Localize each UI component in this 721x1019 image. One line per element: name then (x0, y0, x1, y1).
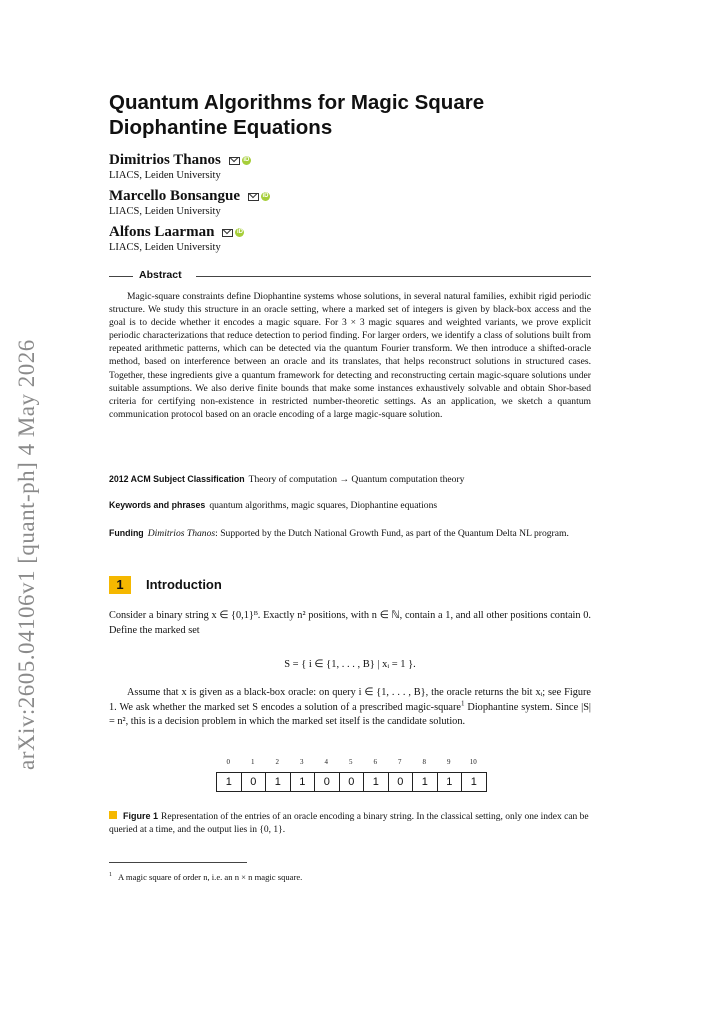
footnote-text: A magic square of order n, i.e. an n × n magic square. (118, 872, 303, 882)
index-label: 5 (349, 758, 353, 766)
author-name: Alfons Laarman (109, 224, 215, 240)
funding (109, 527, 591, 540)
index-label: 4 (324, 758, 328, 766)
caption-label: Figure 1 (123, 811, 159, 821)
index-label: 1 (251, 758, 255, 766)
bit-cell: 1 (437, 772, 463, 792)
keywords (109, 499, 591, 512)
divider (196, 276, 591, 277)
bit-cell: 1 (216, 772, 242, 792)
acm-label: 2012 ACM Subject Classification (109, 474, 245, 484)
index-label: 9 (447, 758, 451, 766)
author-name: Marcello Bonsangue (109, 188, 240, 204)
keywords-text: quantum algorithms, magic squares, Diophantine equations (209, 500, 438, 511)
index-label: 2 (275, 758, 279, 766)
footnote-divider (109, 862, 247, 863)
keywords-label: Keywords and phrases (109, 500, 206, 510)
orcid-icon[interactable]: iD (243, 157, 250, 164)
divider (109, 276, 133, 277)
figure-caption (109, 810, 591, 837)
paper-title: Quantum Algorithms for Magic Square Diophantine Equations (109, 91, 485, 139)
acm-text: Theory of computation → Quantum computation theory (248, 474, 465, 485)
index-label: 0 (226, 758, 230, 766)
bit-cell: 0 (314, 772, 340, 792)
bit-cell: 1 (290, 772, 316, 792)
mail-icon[interactable] (229, 157, 240, 165)
mail-icon[interactable] (222, 229, 233, 237)
mail-icon[interactable] (248, 193, 259, 201)
author-block-3 (109, 223, 244, 253)
intro-paragraph-1: Consider a binary string x ∈ {0,1}ᴮ. Exactly n² positions, with n ∈ ℕ, contain a 1, and all other positions contain 0. Define the marked set (109, 610, 591, 636)
funding-text: : Supported by the Dutch National Growth Fund, as part of the Quantum Delta NL program. (215, 528, 569, 539)
abstract-text: Magic-square constraints define Diophantine systems whose solutions, in several natural families, exhibit rigid periodic structure. We study this structure in an oracle setting, where a marked set of integers is given by black-box access and the goal is to decide whether it encodes a magic square. For 3 × 3 magic squares and weighted variants, we prove explicit periodic characterizations that reduce detection to period finding. For larger orders, we identify a class of solutions built from repeated arithmetic patterns, which can be detected via the quantum Fourier transform. We then introduce a shifted-oracle method, based on interference between an oracle and its translates, that helps reconstruct solutions in structured cases. Together, these ingredients give a quantum framework for detecting and reconstructing certain magic-square solutions under suitable assumptions. We also derive finite bounds that make some instances exhaustively solvable and obtain Shor-based criteria for certifying non-existence in restricted number-theoretic settings. As an application, we sketch a quantum communication protocol based on an oracle encoding of a large magic-square solution. (109, 291, 591, 420)
funding-label: Funding (109, 528, 144, 538)
author-block-2 (109, 187, 270, 217)
index-label: 3 (300, 758, 304, 766)
bit-cell: 1 (265, 772, 291, 792)
equation: S = { i ∈ {1, . . . , B} | xᵢ = 1 }. (284, 659, 416, 670)
index-label: 7 (398, 758, 402, 766)
intro-text: Assume that x is given as a black-box oracle: on query i ∈ {1, . . . , B}, the oracle returns the bit xᵢ; see Figure 1. We ask whether the marked set S encodes a solution of a prescribed magic-square (109, 687, 591, 713)
index-label: 10 (469, 758, 477, 766)
oracle-figure (216, 758, 486, 792)
author-affiliation: LIACS, Leiden University (109, 170, 221, 182)
author-affiliation: LIACS, Leiden University (109, 242, 221, 254)
caption-text: Representation of the entries of an oracle encoding a binary string. In the classical setting, only one index can be queried at a time, and the output lies in {0, 1}. (109, 812, 589, 836)
bit-cell: 1 (461, 772, 487, 792)
index-label: 8 (422, 758, 426, 766)
bit-cell: 1 (412, 772, 438, 792)
footnote-mark: 1 (109, 872, 112, 879)
author-block-1 (109, 151, 251, 181)
abstract-heading (109, 269, 591, 283)
bit-cell: 0 (241, 772, 267, 792)
bit-cell: 0 (388, 772, 414, 792)
footnote-ref[interactable]: 1 (460, 699, 465, 708)
author-name: Dimitrios Thanos (109, 152, 221, 168)
orcid-icon[interactable]: iD (236, 229, 243, 236)
funding-name: Dimitrios Thanos (147, 528, 216, 539)
acm-classification (109, 473, 591, 486)
arxiv-id-text: arXiv:2605.04106v1 [quant-ph] 4 May 2026 (14, 339, 39, 770)
section-title: Introduction (146, 577, 222, 592)
intro-paragraph-2 (109, 686, 591, 730)
index-label: 6 (373, 758, 377, 766)
bit-row (216, 772, 486, 792)
section-number: 1 (109, 576, 131, 594)
caption-marker (109, 811, 117, 819)
footnote (109, 872, 591, 882)
abstract-label: Abstract (139, 269, 182, 281)
author-affiliation: LIACS, Leiden University (109, 206, 221, 218)
index-row (216, 758, 486, 772)
orcid-icon[interactable]: iD (262, 193, 269, 200)
bit-cell: 1 (363, 772, 389, 792)
bit-cell: 0 (339, 772, 365, 792)
intro-text: Diophantine system. Since |S| = n², this is a decision problem in which the marked set itself is the candidate solution. (109, 701, 591, 728)
